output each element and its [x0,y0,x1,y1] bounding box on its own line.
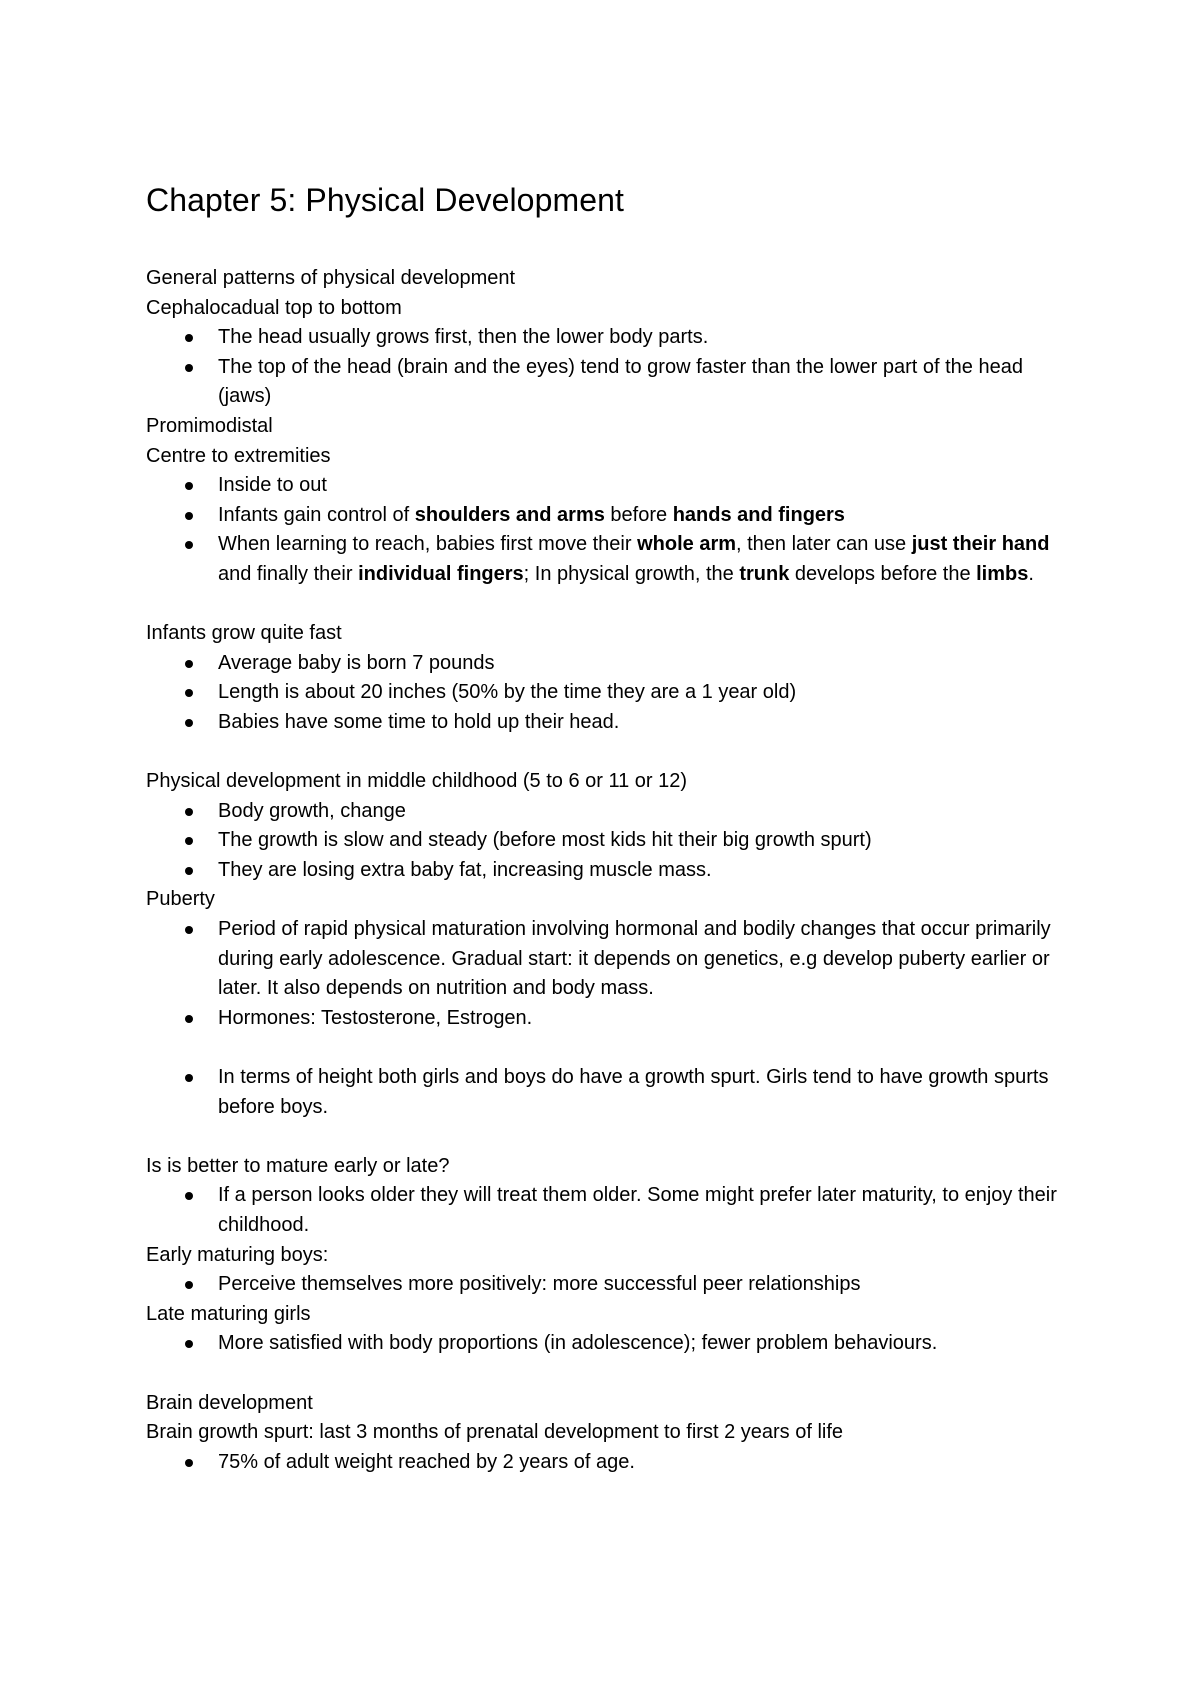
document-page [146,178,1076,1477]
bullet-icon [185,1340,193,1348]
spacer [146,590,1076,620]
list-item: The head usually grows first, then the lower body parts. [146,323,1076,353]
bullet-icon [185,837,193,845]
subheading-centre: Centre to extremities [146,444,331,467]
bullet-icon [185,541,193,549]
list-item: Period of rapid physical maturation involving hormonal and bodily changes that occur primarily during early adolescence. Gradual start: it depends on genetics, e.g develop puberty earlier or later. It also depends on nutrition and body mass. [146,915,1076,1004]
heading-puberty: Puberty [146,888,215,911]
bullet-icon [185,1459,193,1467]
bullet-icon [185,1015,193,1023]
bullet-icon [185,719,193,727]
list-item: The growth is slow and steady (before most kids hit their big growth spurt) [146,826,1076,856]
bullet-icon [185,689,193,697]
heading-early-maturing-boys: Early maturing boys: [146,1243,329,1266]
middle-childhood-list [146,797,1076,886]
bullet-icon [185,867,193,875]
bullet-icon [185,334,193,342]
brain-list [146,1448,1076,1478]
bullet-icon [185,660,193,668]
spacer [146,222,1076,264]
page-title: Chapter 5: Physical Development [146,182,625,218]
heading-proximodistal: Promimodistal [146,414,273,437]
bullet-icon [185,1074,193,1082]
list-item: Length is about 20 inches (50% by the time they are a 1 year old) [146,678,1076,708]
list-item: The top of the head (brain and the eyes) tend to grow faster than the lower part of the head (jaws) [146,353,1076,412]
bullet-icon [185,1281,193,1289]
list-item: More satisfied with body proportions (in adolescence); fewer problem behaviours. [146,1329,1076,1359]
heading-brain-growth-spurt: Brain growth spurt: last 3 months of prenatal development to first 2 years of life [146,1421,844,1444]
heading-middle-childhood: Physical development in middle childhood (5 to 6 or 11 or 12) [146,770,688,793]
infants-list [146,649,1076,738]
list-item: Hormones: Testosterone, Estrogen. [146,1004,1076,1034]
list-item: Babies have some time to hold up their head. [146,708,1076,738]
list-item: They are losing extra baby fat, increasing muscle mass. [146,856,1076,886]
spacer [146,1359,1076,1389]
bullet-icon [185,482,193,490]
heading-cephalocaudal: Cephalocadual top to bottom [146,296,402,319]
cephalocaudal-list [146,323,1076,412]
bullet-icon [185,1192,193,1200]
early-boys-list [146,1270,1076,1300]
puberty-list-continued [146,1063,1076,1122]
bullet-icon [185,512,193,520]
list-item: Inside to out [146,471,1076,501]
list-item: 75% of adult weight reached by 2 years of age. [146,1448,1076,1478]
list-item: Body growth, change [146,797,1076,827]
heading-general-patterns: General patterns of physical development [146,267,516,289]
mature-list [146,1181,1076,1240]
heading-brain-development: Brain development [146,1391,313,1414]
list-item: In terms of height both girls and boys do have a growth spurt. Girls tend to have growth spurts before boys. [146,1063,1076,1122]
proximodistal-list [146,471,1076,589]
list-item: When learning to reach, babies first move their whole arm, then later can use just their hand and finally their individual fingers; In physical growth, the trunk develops before the limbs. [146,530,1076,589]
spacer [146,1033,1076,1063]
spacer [146,738,1076,768]
late-girls-list [146,1329,1076,1359]
bullet-icon [185,926,193,934]
list-item: Perceive themselves more positively: more successful peer relationships [146,1270,1076,1300]
spacer [146,1122,1076,1152]
puberty-list [146,915,1076,1033]
bullet-icon [185,808,193,816]
list-item: If a person looks older they will treat them older. Some might prefer later maturity, to enjoy their childhood. [146,1181,1076,1240]
list-item: Average baby is born 7 pounds [146,649,1076,679]
bullet-icon [185,364,193,372]
heading-infants-grow-fast: Infants grow quite fast [146,622,342,645]
heading-mature-question: Is is better to mature early or late? [146,1154,450,1177]
heading-late-maturing-girls: Late maturing girls [146,1302,311,1325]
list-item: Infants gain control of shoulders and arms before hands and fingers [146,501,1076,531]
